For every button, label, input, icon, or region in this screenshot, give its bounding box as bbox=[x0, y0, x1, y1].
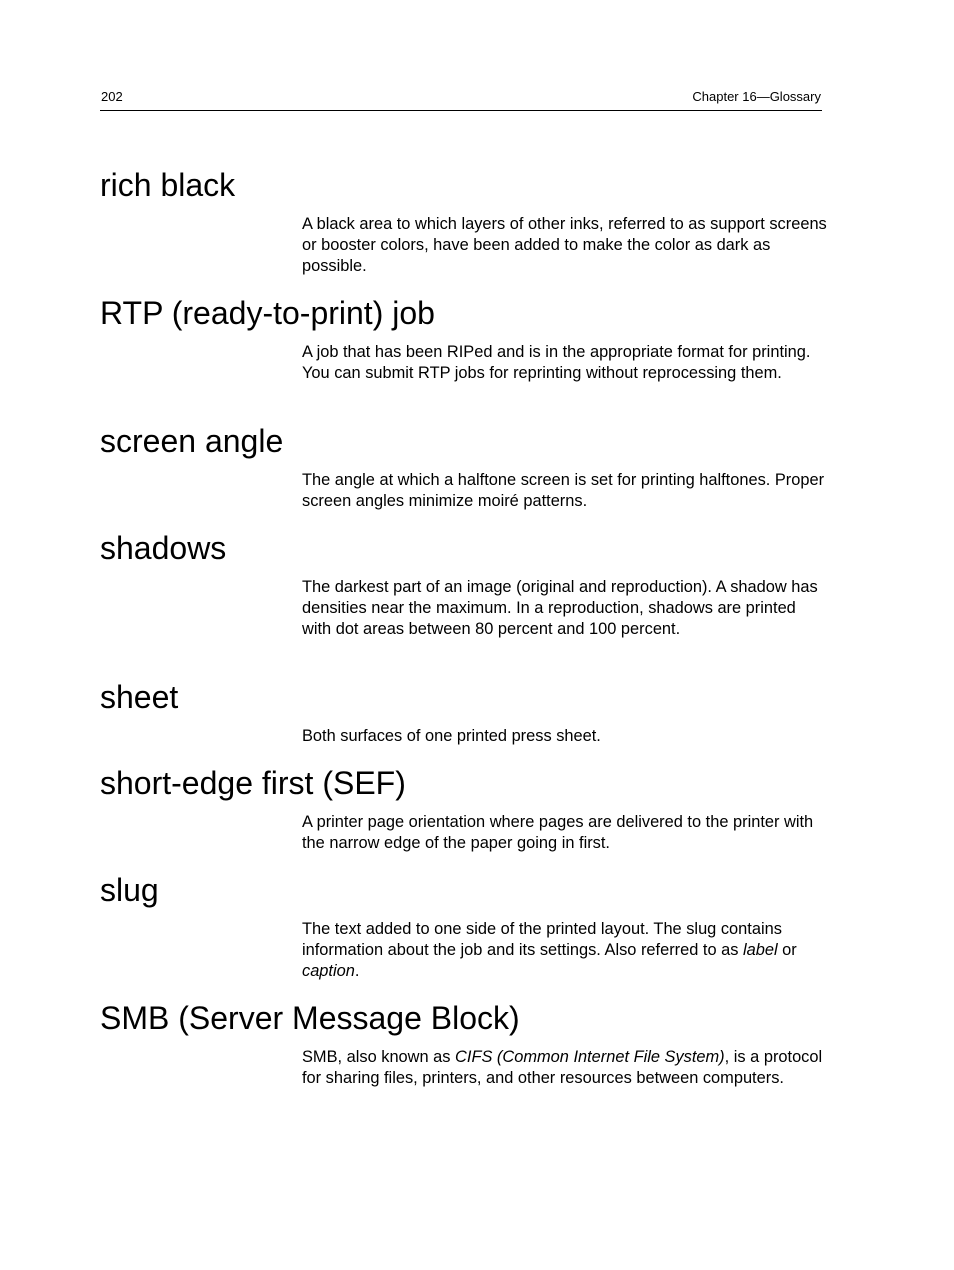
slug-text-2: or bbox=[777, 941, 797, 959]
term-rich-black: rich black bbox=[100, 167, 236, 203]
definition-shadows: The darkest part of an image (original and reproduction). A shadow has densities near the maximum. In a reproduction, shadows are printed with dot areas between 80 percent and 100 percent. bbox=[302, 578, 818, 638]
term-smb: SMB (Server Message Block) bbox=[100, 1000, 520, 1036]
slug-text-1: The text added to one side of the printed layout. The slug contains information about the job and its settings. Also referred to as bbox=[302, 920, 782, 959]
definition-rtp-job: A job that has been RIPed and is in the appropriate format for printing. You can submit RTP jobs for reprinting without reprocessing them. bbox=[302, 343, 811, 382]
page-number: 202 bbox=[101, 89, 123, 104]
smb-italic-cifs: CIFS (Common Internet File System) bbox=[455, 1048, 725, 1066]
definition-screen-angle: The angle at which a halftone screen is set for printing halftones. Proper screen angles minimize moiré patterns. bbox=[302, 471, 825, 510]
term-slug: slug bbox=[100, 872, 159, 908]
definition-smb bbox=[302, 1047, 827, 1089]
smb-text-1: SMB, also known as bbox=[302, 1048, 456, 1066]
term-rtp-job: RTP (ready-to-print) job bbox=[100, 295, 435, 331]
chapter-title: Chapter 16—Glossary bbox=[692, 89, 821, 104]
term-screen-angle: screen angle bbox=[100, 423, 284, 459]
definition-rich-black: A black area to which layers of other inks, referred to as support screens or booster colors, have been added to make the color as dark as possible. bbox=[302, 215, 827, 275]
term-shadows: shadows bbox=[100, 530, 227, 566]
slug-italic-caption: caption bbox=[302, 962, 355, 980]
definition-slug bbox=[302, 919, 827, 982]
definition-short-edge-first: A printer page orientation where pages are delivered to the printer with the narrow edge of the paper going in first. bbox=[302, 813, 814, 852]
term-short-edge-first: short-edge first (SEF) bbox=[100, 765, 406, 801]
term-sheet: sheet bbox=[100, 679, 179, 715]
slug-text-3: . bbox=[354, 962, 360, 980]
page-header bbox=[100, 88, 822, 111]
smb-text-2: , is a protocol for sharing files, printers, and other resources between computers. bbox=[302, 1048, 823, 1087]
slug-italic-label: label bbox=[742, 941, 778, 959]
definition-sheet: Both surfaces of one printed press sheet. bbox=[302, 727, 601, 745]
